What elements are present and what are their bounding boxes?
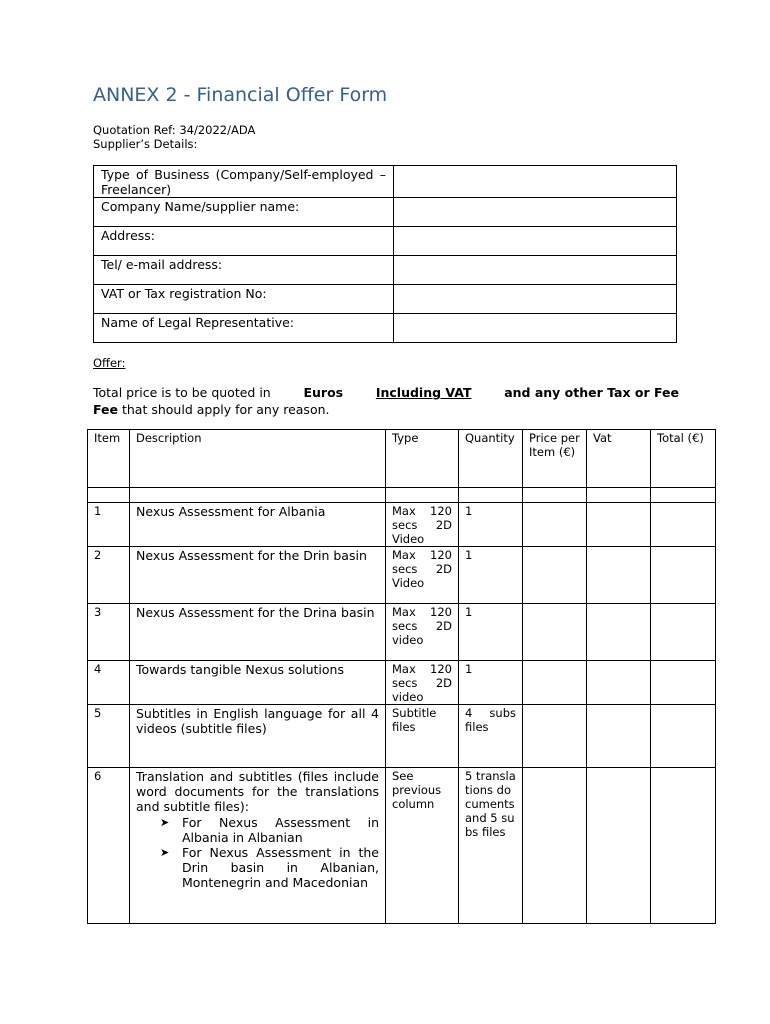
supplier-row-value[interactable] — [394, 314, 677, 343]
row-item: 5 — [88, 705, 130, 768]
table-row — [88, 604, 716, 661]
financial-offer-table — [87, 429, 716, 924]
row-total[interactable] — [651, 768, 716, 924]
offer-text: Total price is to be quoted in — [93, 385, 271, 400]
row-item: 3 — [88, 604, 130, 661]
row-item: 1 — [88, 503, 130, 547]
header-total: Total (€) — [651, 430, 716, 488]
row-type: Max 120 secs 2D video — [386, 604, 459, 661]
supplier-row-label: Type of Business (Company/Self-employed – Freelancer) — [94, 166, 394, 198]
supplier-details-heading: Supplier’s Details: — [93, 137, 198, 151]
row-total[interactable] — [651, 705, 716, 768]
offer-text-end: that should apply for any reason. — [121, 402, 330, 417]
row-item: 2 — [88, 547, 130, 604]
offer-instructions — [93, 384, 679, 418]
row-price[interactable] — [523, 705, 587, 768]
supplier-row — [94, 166, 677, 198]
list-item: ➤ For Nexus Assessment in Albania in Albanian — [160, 815, 379, 845]
supplier-details-table — [93, 165, 677, 343]
quotation-ref: Quotation Ref: 34/2022/ADA — [93, 123, 256, 137]
row-quantity: 5 translations documents and 5 subs files — [459, 768, 523, 924]
supplier-row-value[interactable] — [394, 198, 677, 227]
row-type: See previous column — [386, 768, 459, 924]
row-type: Max 120 secs 2D video — [386, 661, 459, 705]
offer-instructions-line — [93, 384, 679, 401]
row-vat[interactable] — [587, 547, 651, 604]
header-price: Price per Item (€) — [523, 430, 587, 488]
row-item: 6 — [88, 768, 130, 924]
supplier-row-label: VAT or Tax registration No: — [94, 285, 394, 314]
supplier-row-value[interactable] — [394, 285, 677, 314]
row-vat[interactable] — [587, 705, 651, 768]
arrow-bullet-icon: ➤ — [160, 846, 170, 859]
row-quantity: 1 — [459, 503, 523, 547]
row-item: 4 — [88, 661, 130, 705]
row-price[interactable] — [523, 768, 587, 924]
row-total[interactable] — [651, 604, 716, 661]
table-row — [88, 503, 716, 547]
supplier-row — [94, 314, 677, 343]
supplier-row-value[interactable] — [394, 256, 677, 285]
row-description: Translation and subtitles (files include word documents for the translations and subtitle files): — [136, 769, 379, 814]
row-vat[interactable] — [587, 503, 651, 547]
supplier-row-label: Company Name/supplier name: — [94, 198, 394, 227]
row-vat[interactable] — [587, 768, 651, 924]
offer-vat-note: Including VAT — [375, 385, 472, 400]
header-description: Description — [130, 430, 386, 488]
header-quantity: Quantity — [459, 430, 523, 488]
row-price[interactable] — [523, 604, 587, 661]
header-item: Item — [88, 430, 130, 488]
row-total[interactable] — [651, 661, 716, 705]
offer-tax-note: and any other Tax or Fee — [504, 385, 679, 400]
table-row — [88, 768, 716, 924]
offer-currency: Euros — [303, 385, 344, 400]
table-header-row — [88, 430, 716, 488]
table-row — [88, 547, 716, 604]
row-quantity: 1 — [459, 547, 523, 604]
row-price[interactable] — [523, 547, 587, 604]
row-quantity: 1 — [459, 604, 523, 661]
row-description: Nexus Assessment for the Drina basin — [130, 604, 386, 661]
supplier-row-value[interactable] — [394, 166, 677, 198]
row-description: Towards tangible Nexus solutions — [130, 661, 386, 705]
arrow-bullet-icon: ➤ — [160, 816, 170, 829]
row-total[interactable] — [651, 547, 716, 604]
supplier-row-label: Name of Legal Representative: — [94, 314, 394, 343]
row-vat[interactable] — [587, 661, 651, 705]
table-row — [88, 705, 716, 768]
supplier-row — [94, 256, 677, 285]
offer-instructions-line: Fee that should apply for any reason. — [93, 402, 330, 417]
row-type: Max 120 secs 2D Video — [386, 503, 459, 547]
row-type: Max 120 secs 2D Video — [386, 547, 459, 604]
row-description: Nexus Assessment for the Drin basin — [130, 547, 386, 604]
supplier-row — [94, 198, 677, 227]
row-type: Subtitle files — [386, 705, 459, 768]
page-title: ANNEX 2 - Financial Offer Form — [93, 84, 388, 106]
supplier-row-value[interactable] — [394, 227, 677, 256]
table-row — [88, 661, 716, 705]
row-quantity: 4 subs files — [459, 705, 523, 768]
header-vat: Vat — [587, 430, 651, 488]
supplier-row-label: Address: — [94, 227, 394, 256]
supplier-row-label: Tel/ e-mail address: — [94, 256, 394, 285]
header-type: Type — [386, 430, 459, 488]
row-description: Nexus Assessment for Albania — [130, 503, 386, 547]
row-description-cell — [130, 768, 386, 924]
row-description: Subtitles in English language for all 4 videos (subtitle files) — [130, 705, 386, 768]
translation-list — [136, 815, 379, 890]
list-item: ➤ For Nexus Assessment in the Drin basin in Albanian, Montenegrin and Macedonian — [160, 845, 379, 890]
row-quantity: 1 — [459, 661, 523, 705]
row-vat[interactable] — [587, 604, 651, 661]
row-price[interactable] — [523, 503, 587, 547]
offer-heading: Offer: — [93, 356, 126, 370]
spacer-row — [88, 488, 716, 503]
row-price[interactable] — [523, 661, 587, 705]
supplier-row — [94, 227, 677, 256]
supplier-row — [94, 285, 677, 314]
row-total[interactable] — [651, 503, 716, 547]
